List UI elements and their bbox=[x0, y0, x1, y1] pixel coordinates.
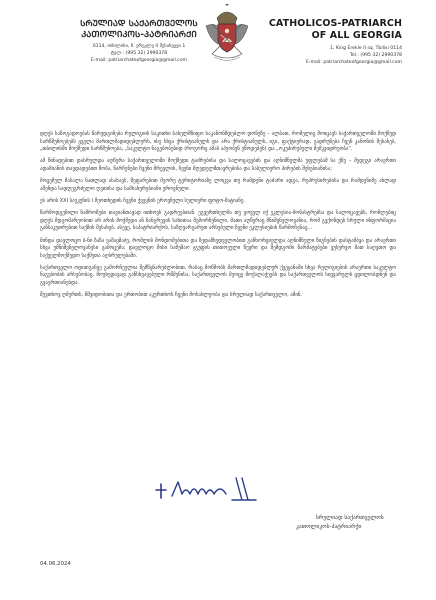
header-email-ka: E-mail: patriarchateofgeorgia@gmail.com bbox=[90, 58, 187, 64]
signature-line2: კათოლიკოს-პატრიარქი bbox=[296, 524, 362, 530]
header-left bbox=[70, 18, 208, 65]
body-paragraph: მინდა დავლოცო ბ-ნი ზაზა ვაშაყმაძე, რომლის მონდომებითა და ზედამხედველობით განხორციელდა აღნიშნული წიგნების დასტამბვა და არაერთი სხვა უმნიშვნელოვანესი გამოცემა; დავლოცო მისი სამუშაო ჯგუფის თითოეული წევრი და შემდგომი წარმატებები ვუსურვო მათ საღვთო და საქველმოქმედო საქმეთა აღსრულებაში. bbox=[40, 237, 396, 259]
patriarchate-emblem-icon bbox=[200, 4, 254, 64]
handwritten-signature bbox=[152, 472, 272, 506]
body-paragraph: მოცემულ მასალა ნათლად ასახავს, შეფარებით მეორე ტერიტორიაზე ლოცვა თუ რამდენი ტაძარი ადგა, რეპრესირებისა და რამდენიმე ახლად აშენდა სადღეგრძელო ღვთისა და სამსახურებიანი ეროვნული. bbox=[40, 178, 396, 192]
header-email-en: E-mail: patriarchateofgeorgia@gmail.com bbox=[305, 60, 402, 66]
header-phone-ka: ტელ.: (995 32) 2990378 bbox=[110, 51, 168, 57]
body-paragraph: საქართველო ოდითგანვე გამორჩეულია შემწყნარებლობით, რასაც მოწმობს მართლმადიდებლურ ქვეყანაში სხვა რელიგიების არაერთი საკულტო ნაგებობის არსებობაც. მოუხედავად განსხვავებული რწმენისა, საქართველოს მეოცე მოქალაქეებს და საქართველოს სიყვარულს ცდილობდნენ და გვაერთიანებდა. bbox=[40, 264, 396, 287]
body-paragraph: შევთხოვ ღმერთს, მშვიდობითა და ერთობით აკურთხოს ჩვენი მოსახლეობა და სრულიად საქართველო, ამინ. bbox=[40, 292, 303, 299]
body-paragraph: წარმოდგენილი ნაშრომები თავიანთავად ითხოვს გადრეებთან. ეგვერთხელმა თუ ყოველ იქ ეკლესია-მონასტრებსა და სალოცავებს, რომლებიც დღეს მდგომარეობით არ არის მოქმედი ან ნანგრევის სახითაა შემორჩენილი, მათი აღწერაც მნიშვნელოვანია, რომ გვქონდეს სრული ინფორმაცია განსაკუთრებით საქმის შესახებ. ასევე, საპატრიარქოს, საზღვარგარეთ არსებული ჩვენი ეკლესიების წარმოჩენაც... bbox=[40, 210, 396, 232]
header-phone-en: Tel.: (995 32) 2990378 bbox=[349, 53, 402, 59]
header-title-en-line2: OF ALL GEORGIA bbox=[311, 30, 402, 41]
header-title-ka-line2: ᲙᲐᲗᲝᲚᲘᲙᲝᲡ-ᲞᲐᲢᲠᲘᲐᲠᲥᲘ bbox=[81, 29, 197, 39]
body-paragraph: დღეს საზოგადოებას წარედგინება რელიგიის საკითხი სახელმწიფო საკანონმდებლო დონეზე – ალბათ, რომელიც მოიცავს საქართველოში მოქმედ სარწმუნოებებს ყველა მართლმადიდებლურს, ისე სხვა ქრისტიანულს და არა ქრისტიანულს, იგი, ფაქტიურად, გადრუნება ჩვენ კანონის შესახებ, „თბილისში მოქმედი სარწმუნოება, „საკულტო ნაგებობებიდ (როგორც ამას აპუობენ ეწოდებენ) და „ოკუპირებული მემკვიდრეობა“. bbox=[40, 131, 396, 153]
letter-date: 04.06.2024 bbox=[40, 561, 71, 567]
body-paragraph: ეს არის XXI საუკუნის I მეოთხედის ჩვენი ქვეყნის ეროვნული სულიერი ფოტო-მატიანე. bbox=[40, 197, 245, 204]
header-address-ka: 0114, თბილისი, ჩ. ერეკლე II შესახვევი 1 bbox=[92, 44, 186, 49]
letter-body bbox=[40, 131, 396, 304]
signature-line1: სრულიად საქართველოს bbox=[316, 515, 384, 521]
signature-block bbox=[296, 514, 406, 532]
body-paragraph: ამ წინადებით დასრულდა აღწერა საქართველოში მოქმედი ტაძრებისა და სალოცავების და აღნიშნულმა უფლებამ სა ქმე – შედეგი არაერთი ადამიანის თავდადებით შობა, ნარჩენები ჩვენი მრევლის, ჩვენი მღვდელმთავრებისა და სასულიერო პირების შეხებიანისა; bbox=[40, 158, 396, 172]
header-title-en-line1: CATHOLICOS-PATRIARCH bbox=[268, 18, 402, 29]
header-right bbox=[252, 18, 402, 67]
header-title-ka-line1: ᲡᲠᲣᲚᲘᲐᲓ ᲡᲐᲥᲐᲠᲗᲕᲔᲚᲝᲡ bbox=[80, 18, 198, 28]
header-address-en: 1, King Erekle II sq. Tbilisi 0114 bbox=[330, 46, 402, 51]
